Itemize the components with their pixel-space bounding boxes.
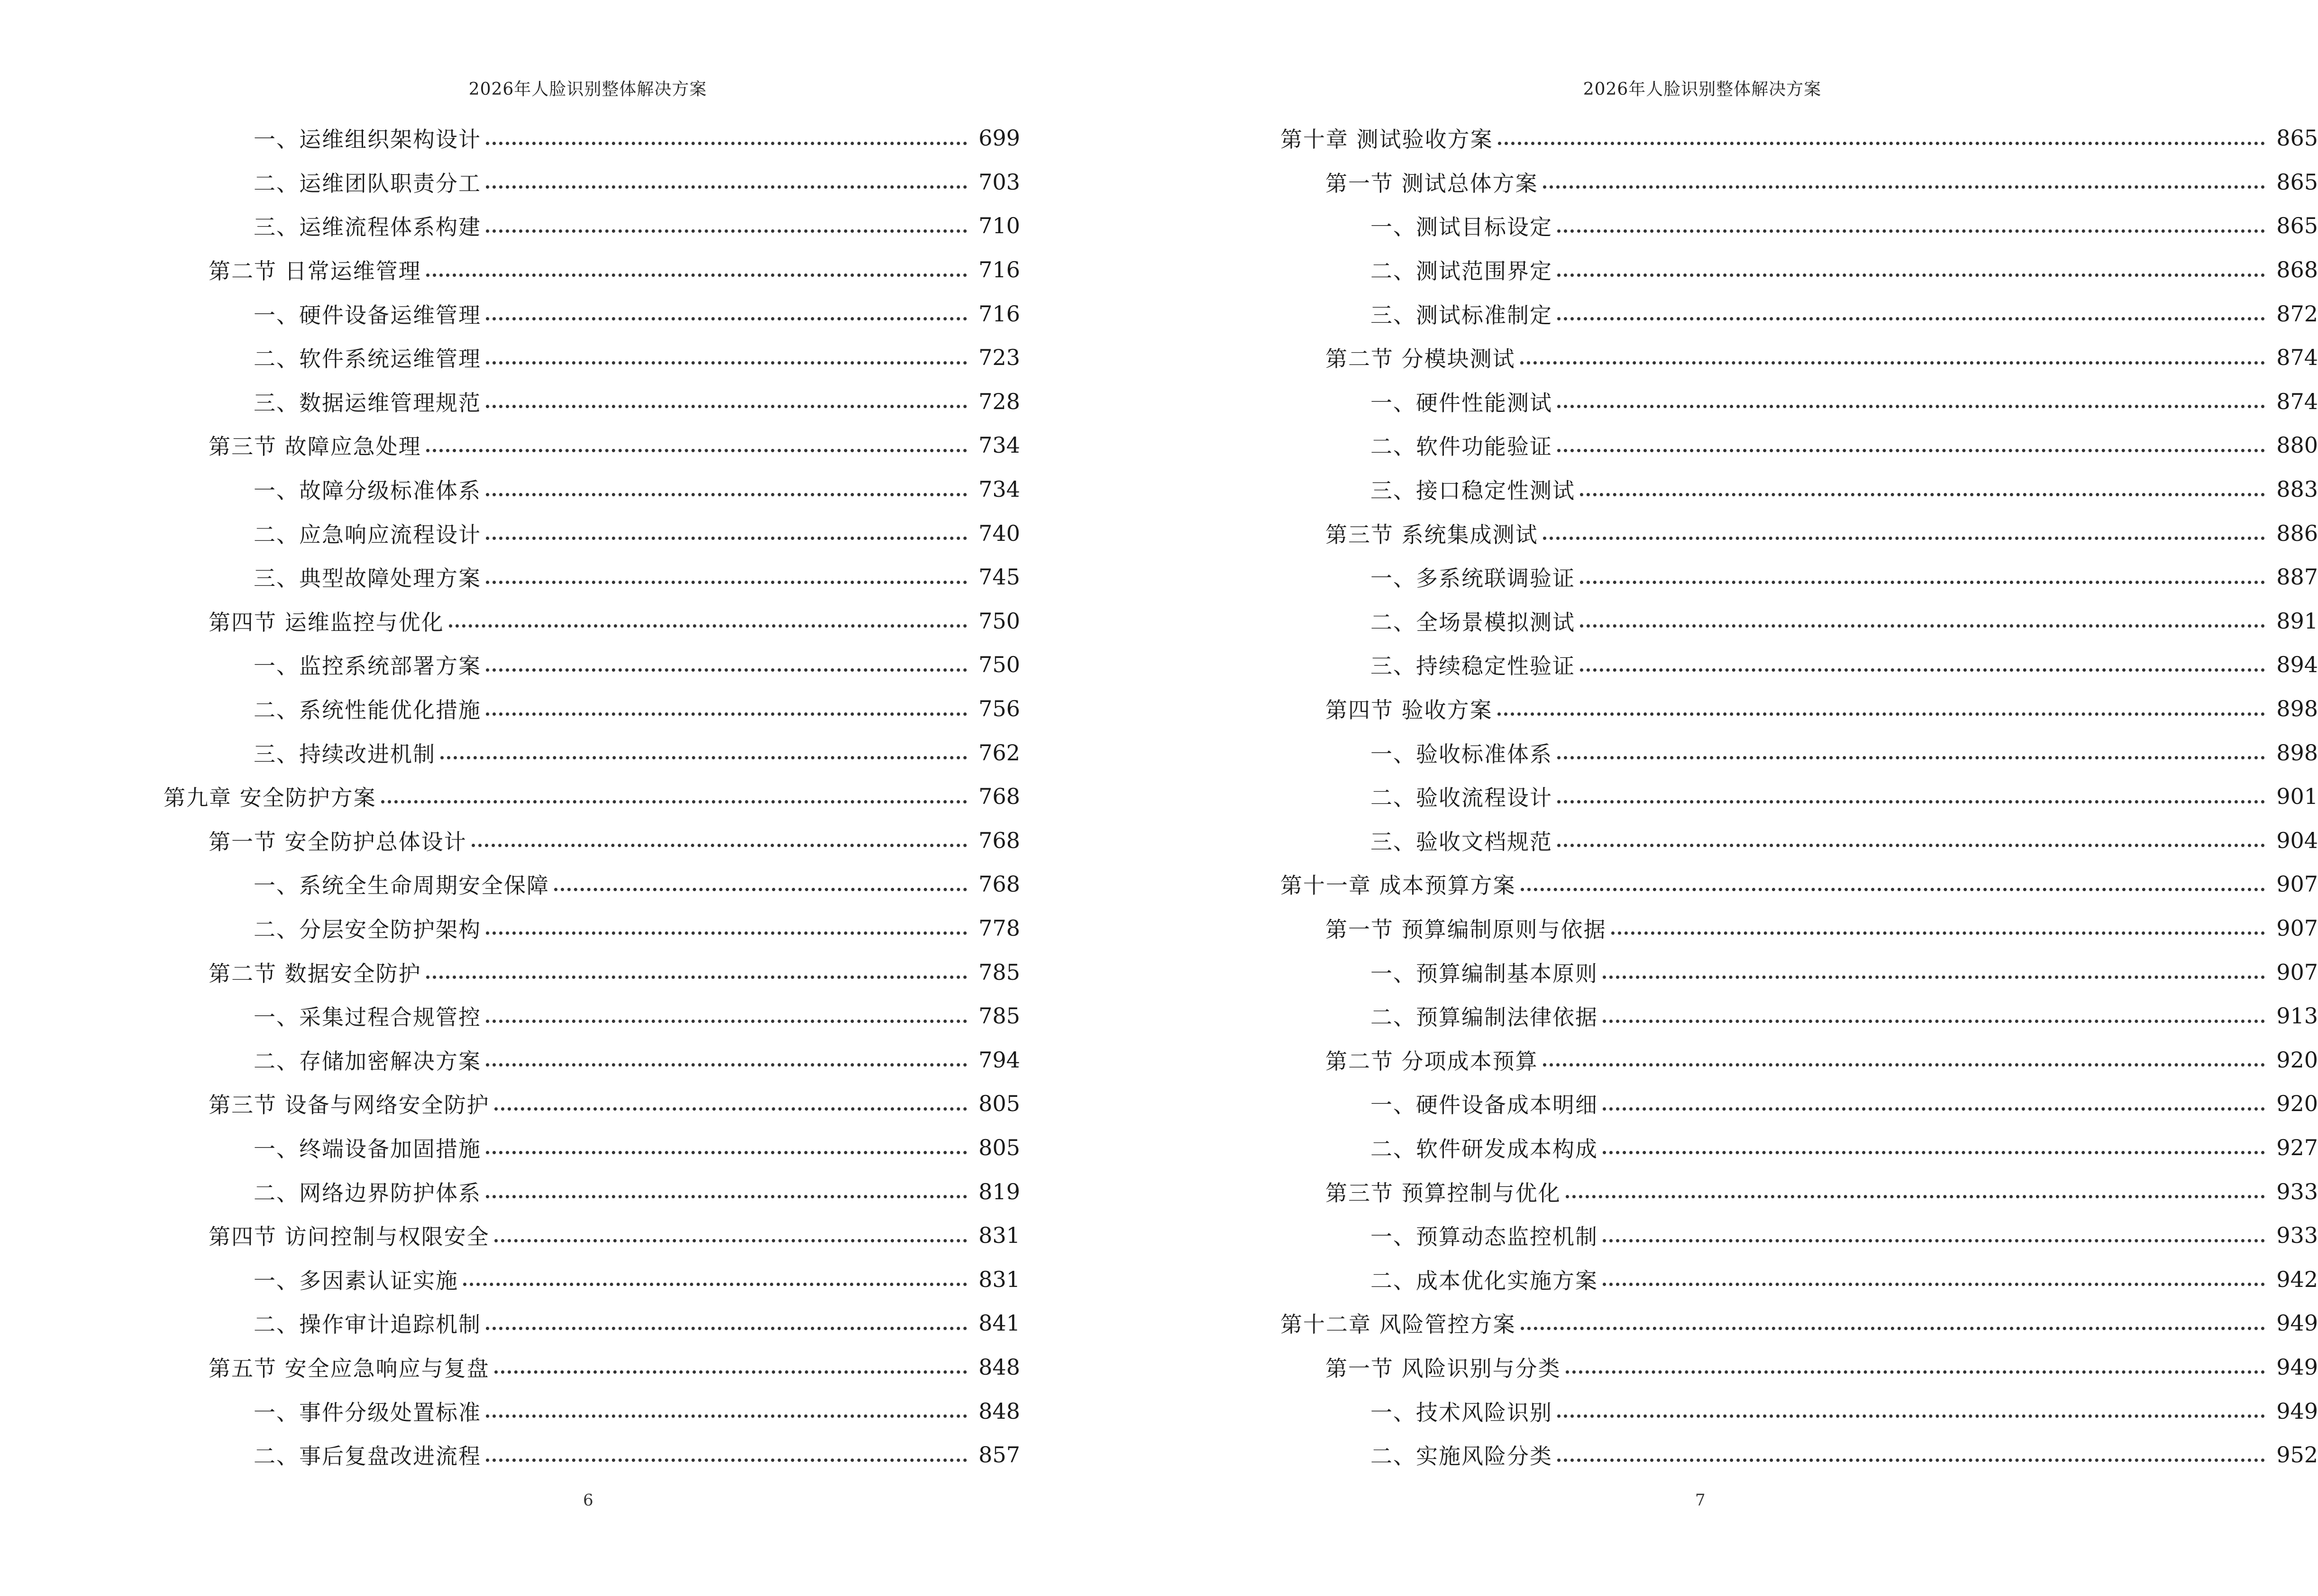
toc-subsection-entry[interactable] (1280, 555, 2318, 599)
toc-entry-page: 907 (2276, 915, 2318, 941)
toc-dot-leader (1543, 515, 2265, 540)
toc-entry-page: 805 (978, 1134, 1020, 1160)
toc-section-entry[interactable] (1280, 1038, 2318, 1082)
toc-dot-leader (486, 1305, 967, 1330)
toc-dot-leader (486, 1173, 967, 1198)
toc-entry-title: 二、分层安全防护架构 (254, 916, 481, 942)
toc-entry-page: 745 (978, 564, 1020, 590)
toc-subsection-entry[interactable] (1280, 775, 2318, 819)
toc-chapter-entry[interactable] (1280, 116, 2318, 160)
toc-subsection-entry[interactable] (164, 643, 1020, 687)
toc-subsection-entry[interactable] (1280, 292, 2318, 336)
toc-subsection-entry[interactable] (164, 1038, 1020, 1082)
toc-entry-page: 848 (978, 1398, 1020, 1424)
toc-entry-page: 927 (2276, 1134, 2318, 1160)
toc-dot-leader (1566, 1173, 2265, 1198)
toc-entry-page: 865 (2276, 169, 2318, 195)
toc-entry-page: 920 (2276, 1091, 2318, 1117)
toc-dot-leader (1603, 1085, 2265, 1111)
toc-section-entry[interactable] (1280, 1345, 2318, 1389)
toc-subsection-entry[interactable] (1280, 248, 2318, 292)
toc-entry-title: 二、应急响应流程设计 (254, 521, 481, 547)
toc-entry-title: 二、成本优化实施方案 (1370, 1268, 1598, 1294)
toc-entry-page: 868 (2276, 257, 2318, 283)
toc-dot-leader (1580, 471, 2265, 496)
toc-subsection-entry[interactable] (1280, 380, 2318, 424)
toc-entry-title: 三、数据运维管理规范 (254, 390, 481, 416)
toc-dot-leader (1498, 120, 2265, 145)
toc-dot-leader (1580, 647, 2265, 672)
toc-entry-title: 二、操作审计追踪机制 (254, 1312, 481, 1338)
toc-entry-page: 756 (978, 696, 1020, 722)
toc-entry-title: 第二节 分模块测试 (1325, 346, 1515, 372)
toc-entry-page: 880 (2276, 432, 2318, 458)
toc-subsection-entry[interactable] (1280, 1126, 2318, 1170)
toc-subsection-entry[interactable] (164, 1169, 1020, 1213)
toc-subsection-entry[interactable] (164, 1257, 1020, 1301)
toc-section-entry[interactable] (164, 599, 1020, 643)
toc-entry-title: 第一节 测试总体方案 (1325, 170, 1538, 196)
toc-entry-page: 894 (2276, 652, 2318, 678)
toc-subsection-entry[interactable] (1280, 1389, 2318, 1433)
toc-entry-page: 874 (2276, 345, 2318, 371)
toc-entry-page: 768 (978, 827, 1020, 853)
toc-section-entry[interactable] (164, 1345, 1020, 1389)
toc-entry-page: 891 (2276, 608, 2318, 634)
toc-subsection-entry[interactable] (164, 906, 1020, 950)
toc-entry-page: 734 (978, 432, 1020, 458)
toc-dot-leader (486, 383, 967, 408)
toc-dot-leader (1557, 1437, 2265, 1462)
toc-subsection-entry[interactable] (1280, 950, 2318, 994)
toc-entry-page: 819 (978, 1178, 1020, 1204)
toc-subsection-entry[interactable] (1280, 1082, 2318, 1126)
toc-dot-leader (1543, 1041, 2265, 1067)
toc-entry-page: 710 (978, 213, 1020, 239)
toc-entry-page: 703 (978, 169, 1020, 195)
toc-subsection-entry[interactable] (164, 160, 1020, 204)
toc-entry-page: 734 (978, 476, 1020, 502)
toc-dot-leader (486, 998, 967, 1023)
toc-subsection-entry[interactable] (1280, 1257, 2318, 1301)
toc-dot-leader (449, 602, 967, 628)
page-right (1124, 0, 2318, 1596)
toc-entry-title: 第十一章 成本预算方案 (1280, 873, 1516, 899)
toc-dot-leader (440, 734, 967, 759)
running-header: 2026年人脸识别整体解决方案 (468, 80, 707, 99)
toc-dot-leader (554, 866, 967, 891)
toc-entry-title: 第一节 安全防护总体设计 (209, 829, 467, 855)
toc-entry-title: 第五节 安全应急响应与复盘 (209, 1355, 490, 1381)
toc-entry-page: 904 (2276, 827, 2318, 853)
toc-entry-title: 二、事后复盘改进流程 (254, 1443, 481, 1469)
toc-entry-page: 942 (2276, 1266, 2318, 1292)
toc-entry-title: 一、预算编制基本原则 (1370, 960, 1598, 986)
toc-entry-title: 二、预算编制法律依据 (1370, 1004, 1598, 1031)
toc-section-entry[interactable] (164, 423, 1020, 467)
toc-entry-title: 二、测试范围界定 (1370, 258, 1552, 284)
toc-list (1280, 116, 2318, 1477)
toc-entry-page: 831 (978, 1222, 1020, 1249)
toc-dot-leader (426, 954, 967, 979)
toc-entry-page: 865 (2276, 213, 2318, 239)
toc-entry-page: 898 (2276, 696, 2318, 722)
toc-subsection-entry[interactable] (164, 555, 1020, 599)
toc-entry-page: 874 (2276, 388, 2318, 414)
toc-dot-leader (381, 778, 967, 803)
toc-dot-leader (1557, 1393, 2265, 1418)
toc-entry-page: 949 (2276, 1398, 2318, 1424)
toc-entry-page: 794 (978, 1047, 1020, 1073)
toc-dot-leader (1557, 383, 2265, 408)
toc-subsection-entry[interactable] (164, 687, 1020, 731)
toc-entry-title: 一、多系统联调验证 (1370, 565, 1575, 592)
toc-entry-title: 二、网络边界防护体系 (254, 1180, 481, 1206)
toc-entry-page: 785 (978, 959, 1020, 985)
toc-section-entry[interactable] (1280, 1169, 2318, 1213)
toc-dot-leader (486, 515, 967, 540)
toc-entry-title: 二、全场景模拟测试 (1370, 609, 1575, 635)
toc-dot-leader (1603, 954, 2265, 979)
toc-dot-leader (1520, 339, 2265, 365)
toc-entry-page: 887 (2276, 564, 2318, 590)
toc-dot-leader (1603, 1129, 2265, 1154)
toc-entry-title: 一、多因素认证实施 (254, 1268, 458, 1294)
toc-dot-leader (486, 120, 967, 145)
toc-chapter-entry[interactable] (1280, 862, 2318, 906)
page-number: 6 (583, 1491, 593, 1510)
toc-entry-title: 一、硬件设备成本明细 (1370, 1092, 1598, 1118)
toc-entry-title: 第二节 日常运维管理 (209, 258, 421, 284)
toc-subsection-entry[interactable] (1280, 423, 2318, 467)
toc-entry-page: 886 (2276, 520, 2318, 546)
toc-entry-page: 865 (2276, 125, 2318, 151)
toc-entry-title: 第三节 故障应急处理 (209, 434, 421, 460)
toc-subsection-entry[interactable] (164, 467, 1020, 511)
toc-entry-page: 949 (2276, 1310, 2318, 1336)
toc-entry-title: 三、典型故障处理方案 (254, 565, 481, 592)
toc-dot-leader (1611, 910, 2265, 935)
toc-entry-title: 第四节 运维监控与优化 (209, 609, 444, 635)
toc-entry-title: 一、运维组织架构设计 (254, 127, 481, 153)
toc-dot-leader (1603, 1217, 2265, 1242)
toc-subsection-entry[interactable] (1280, 643, 2318, 687)
toc-subsection-entry[interactable] (1280, 819, 2318, 863)
toc-dot-leader (1603, 998, 2265, 1023)
toc-section-entry[interactable] (164, 248, 1020, 292)
toc-entry-title: 二、软件系统运维管理 (254, 346, 481, 372)
toc-entry-title: 第二节 分项成本预算 (1325, 1048, 1538, 1074)
toc-entry-page: 907 (2276, 871, 2318, 897)
toc-subsection-entry[interactable] (164, 292, 1020, 336)
toc-entry-page: 750 (978, 608, 1020, 634)
toc-entry-title: 三、测试标准制定 (1370, 302, 1552, 328)
toc-section-entry[interactable] (164, 1213, 1020, 1258)
toc-entry-page: 831 (978, 1266, 1020, 1292)
toc-entry-page: 920 (2276, 1047, 2318, 1073)
toc-dot-leader (1603, 1261, 2265, 1286)
toc-entry-title: 第十章 测试验收方案 (1280, 127, 1493, 153)
toc-entry-page: 768 (978, 871, 1020, 897)
toc-subsection-entry[interactable] (164, 1301, 1020, 1345)
toc-entry-page: 805 (978, 1091, 1020, 1117)
toc-entry-title: 一、测试目标设定 (1370, 214, 1552, 240)
toc-dot-leader (1557, 778, 2265, 803)
toc-subsection-entry[interactable] (164, 862, 1020, 906)
toc-entry-title: 第四节 验收方案 (1325, 697, 1493, 723)
toc-subsection-entry[interactable] (164, 994, 1020, 1038)
toc-entry-page: 728 (978, 388, 1020, 414)
toc-entry-title: 一、验收标准体系 (1370, 741, 1552, 767)
toc-dot-leader (1566, 1349, 2265, 1374)
toc-entry-page: 716 (978, 257, 1020, 283)
toc-subsection-entry[interactable] (1280, 994, 2318, 1038)
toc-entry-page: 949 (2276, 1354, 2318, 1380)
toc-dot-leader (486, 559, 967, 584)
toc-dot-leader (494, 1085, 967, 1111)
toc-dot-leader (486, 1437, 967, 1462)
toc-list (164, 116, 1020, 1477)
toc-subsection-entry[interactable] (1280, 730, 2318, 775)
toc-dot-leader (486, 1129, 967, 1154)
toc-entry-page: 857 (978, 1442, 1020, 1468)
toc-subsection-entry[interactable] (1280, 1213, 2318, 1258)
toc-dot-leader (472, 822, 967, 847)
toc-dot-leader (486, 295, 967, 320)
toc-entry-title: 一、系统全生命周期安全保障 (254, 873, 549, 899)
toc-entry-title: 第二节 数据安全防护 (209, 960, 421, 986)
toc-section-entry[interactable] (1280, 336, 2318, 380)
toc-entry-page: 768 (978, 784, 1020, 810)
toc-entry-title: 二、运维团队职责分工 (254, 170, 481, 196)
toc-entry-page: 913 (2276, 1003, 2318, 1029)
toc-dot-leader (1557, 822, 2265, 847)
toc-dot-leader (1543, 164, 2265, 189)
toc-dot-leader (1557, 734, 2265, 759)
toc-section-entry[interactable] (1280, 511, 2318, 555)
toc-entry-page: 872 (2276, 301, 2318, 327)
toc-entry-title: 第三节 系统集成测试 (1325, 521, 1538, 547)
toc-subsection-entry[interactable] (164, 336, 1020, 380)
toc-entry-title: 一、硬件设备运维管理 (254, 302, 481, 328)
toc-entry-title: 第九章 安全防护方案 (164, 785, 376, 811)
toc-dot-leader (486, 471, 967, 496)
toc-subsection-entry[interactable] (1280, 467, 2318, 511)
toc-dot-leader (1497, 691, 2265, 716)
toc-entry-title: 三、持续稳定性验证 (1370, 653, 1575, 679)
toc-entry-title: 二、软件研发成本构成 (1370, 1136, 1598, 1162)
toc-entry-title: 一、事件分级处置标准 (254, 1399, 481, 1425)
toc-dot-leader (494, 1349, 967, 1374)
toc-entry-page: 750 (978, 652, 1020, 678)
toc-entry-title: 第十二章 风险管控方案 (1280, 1312, 1516, 1338)
toc-subsection-entry[interactable] (164, 730, 1020, 775)
toc-dot-leader (1557, 295, 2265, 320)
toc-subsection-entry[interactable] (164, 1433, 1020, 1477)
toc-entry-title: 第三节 预算控制与优化 (1325, 1180, 1561, 1206)
toc-dot-leader (1580, 602, 2265, 628)
toc-subsection-entry[interactable] (1280, 204, 2318, 248)
toc-section-entry[interactable] (164, 819, 1020, 863)
toc-entry-page: 848 (978, 1354, 1020, 1380)
toc-section-entry[interactable] (1280, 906, 2318, 950)
toc-entry-page: 740 (978, 520, 1020, 546)
running-header: 2026年人脸识别整体解决方案 (1583, 80, 1822, 99)
toc-dot-leader (486, 1393, 967, 1418)
toc-entry-title: 二、系统性能优化措施 (254, 697, 481, 723)
toc-dot-leader (1557, 427, 2265, 452)
toc-subsection-entry[interactable] (164, 1126, 1020, 1170)
toc-entry-page: 762 (978, 739, 1020, 766)
toc-chapter-entry[interactable] (164, 775, 1020, 819)
toc-dot-leader (1557, 252, 2265, 277)
toc-dot-leader (494, 1217, 967, 1242)
toc-entry-page: 898 (2276, 739, 2318, 766)
toc-entry-title: 三、验收文档规范 (1370, 829, 1552, 855)
toc-subsection-entry[interactable] (164, 204, 1020, 248)
toc-subsection-entry[interactable] (1280, 599, 2318, 643)
toc-entry-page: 901 (2276, 784, 2318, 810)
toc-entry-page: 933 (2276, 1222, 2318, 1249)
toc-entry-title: 二、实施风险分类 (1370, 1443, 1552, 1469)
toc-entry-title: 三、接口稳定性测试 (1370, 478, 1575, 504)
toc-subsection-entry[interactable] (164, 380, 1020, 424)
toc-dot-leader (463, 1261, 967, 1286)
toc-subsection-entry[interactable] (1280, 1433, 2318, 1477)
toc-entry-page: 841 (978, 1310, 1020, 1336)
toc-dot-leader (486, 164, 967, 189)
toc-entry-page: 907 (2276, 959, 2318, 985)
toc-dot-leader (486, 1041, 967, 1067)
toc-entry-title: 二、软件功能验证 (1370, 434, 1552, 460)
toc-entry-title: 一、采集过程合规管控 (254, 1004, 481, 1031)
toc-entry-title: 一、预算动态监控机制 (1370, 1224, 1598, 1250)
toc-dot-leader (486, 691, 967, 716)
toc-entry-title: 第一节 预算编制原则与依据 (1325, 916, 1606, 942)
toc-entry-title: 第三节 设备与网络安全防护 (209, 1092, 490, 1118)
toc-section-entry[interactable] (164, 950, 1020, 994)
toc-dot-leader (486, 910, 967, 935)
toc-dot-leader (486, 208, 967, 233)
page-left (0, 0, 1124, 1596)
toc-entry-title: 一、监控系统部署方案 (254, 653, 481, 679)
toc-entry-page: 952 (2276, 1442, 2318, 1468)
toc-entry-page: 785 (978, 1003, 1020, 1029)
toc-entry-title: 一、故障分级标准体系 (254, 478, 481, 504)
toc-entry-title: 第一节 风险识别与分类 (1325, 1355, 1561, 1381)
toc-section-entry[interactable] (1280, 687, 2318, 731)
page-number: 7 (1695, 1491, 1706, 1510)
toc-dot-leader (486, 647, 967, 672)
toc-section-entry[interactable] (1280, 160, 2318, 204)
toc-entry-title: 二、验收流程设计 (1370, 785, 1552, 811)
toc-entry-page: 699 (978, 125, 1020, 151)
toc-chapter-entry[interactable] (1280, 1301, 2318, 1345)
toc-dot-leader (1580, 559, 2265, 584)
toc-entry-page: 883 (2276, 476, 2318, 502)
toc-dot-leader (486, 339, 967, 365)
toc-entry-title: 一、终端设备加固措施 (254, 1136, 481, 1162)
toc-entry-title: 第四节 访问控制与权限安全 (209, 1224, 490, 1250)
toc-section-entry[interactable] (164, 1082, 1020, 1126)
toc-entry-title: 一、硬件性能测试 (1370, 390, 1552, 416)
toc-subsection-entry[interactable] (164, 511, 1020, 555)
toc-dot-leader (1557, 208, 2265, 233)
toc-entry-page: 778 (978, 915, 1020, 941)
toc-dot-leader (426, 427, 967, 452)
toc-entry-title: 三、运维流程体系构建 (254, 214, 481, 240)
toc-subsection-entry[interactable] (164, 1389, 1020, 1433)
toc-entry-title: 一、技术风险识别 (1370, 1399, 1552, 1425)
toc-dot-leader (1521, 1305, 2265, 1330)
toc-subsection-entry[interactable] (164, 116, 1020, 160)
toc-entry-page: 723 (978, 345, 1020, 371)
toc-dot-leader (426, 252, 967, 277)
toc-entry-page: 933 (2276, 1178, 2318, 1204)
toc-entry-title: 三、持续改进机制 (254, 741, 436, 767)
toc-entry-page: 716 (978, 301, 1020, 327)
toc-entry-title: 二、存储加密解决方案 (254, 1048, 481, 1074)
toc-dot-leader (1521, 866, 2265, 891)
